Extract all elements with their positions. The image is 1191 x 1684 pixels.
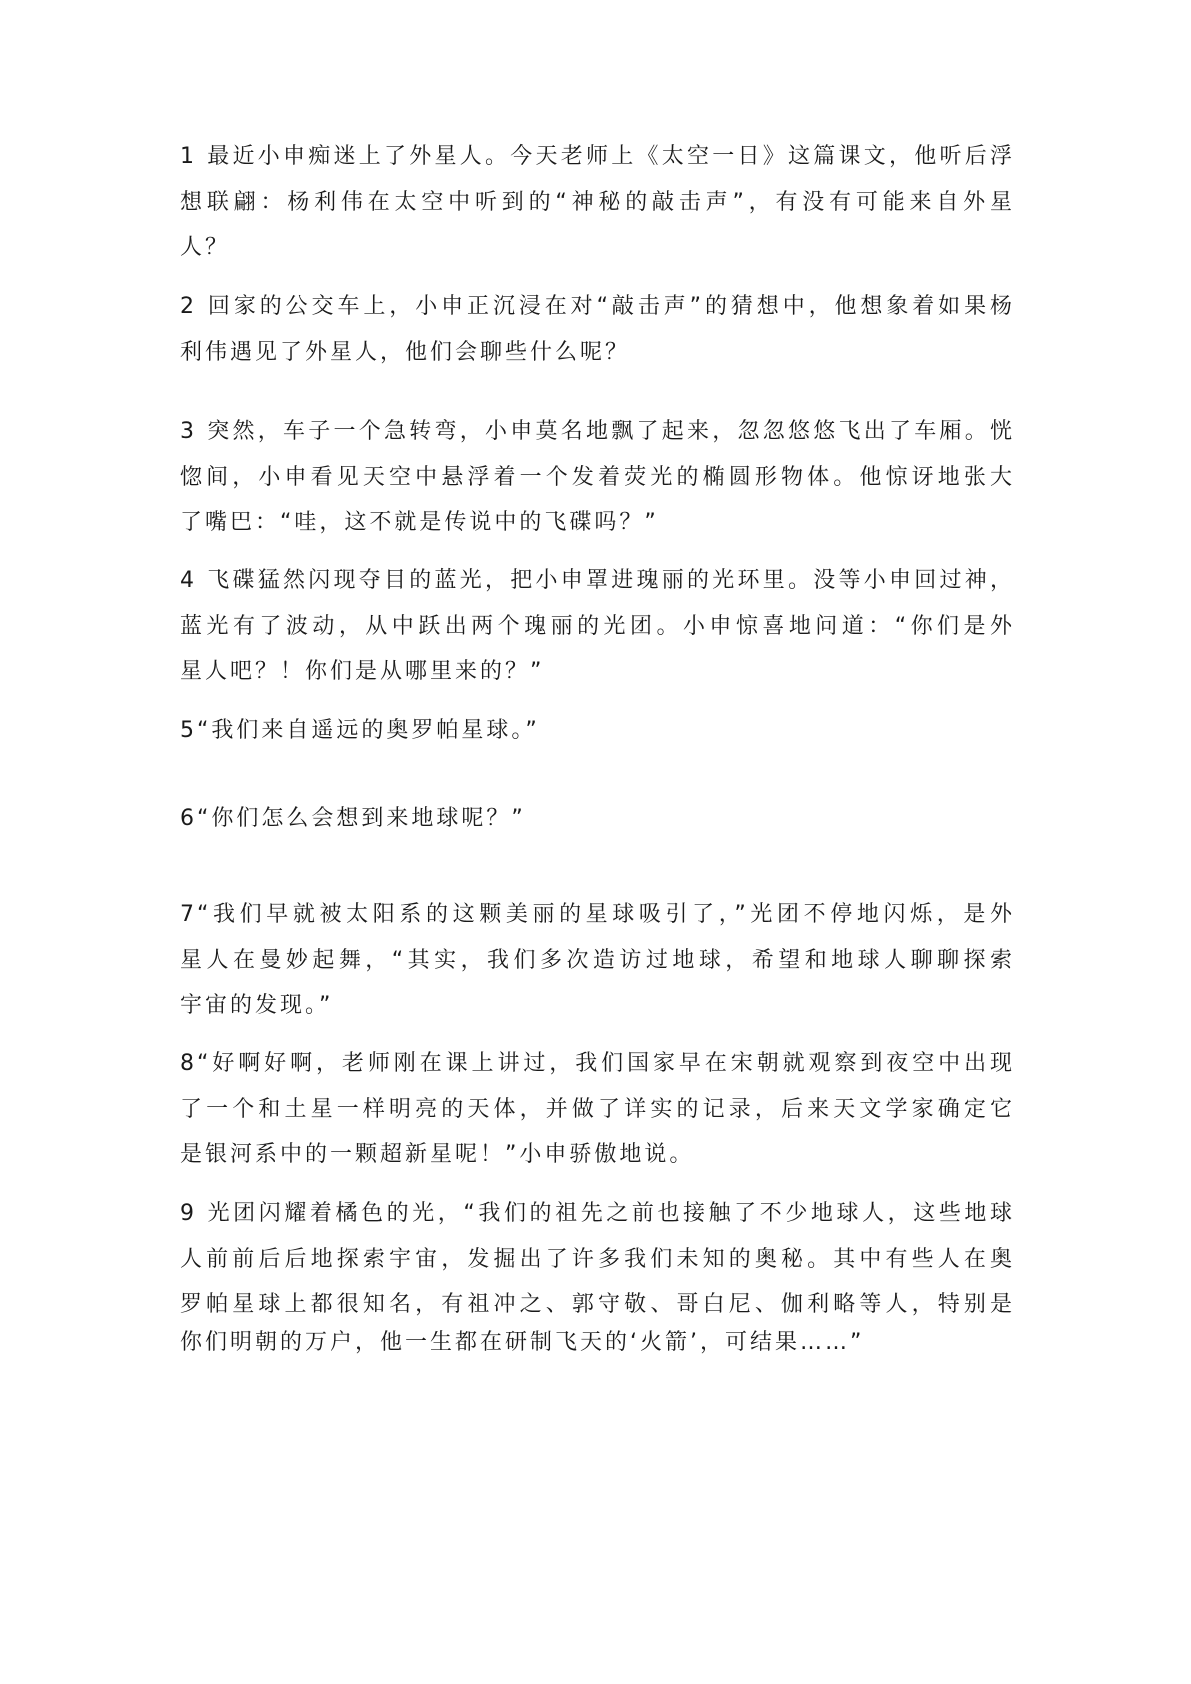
paragraph-line: 7“我们早就被太阳系的这颗美丽的星球吸引了，”光团不停地闪烁，是外 [180, 902, 1015, 927]
paragraph-line: 4 飞碟猛然闪现夺目的蓝光，把小申罩进瑰丽的光环里。没等小申回过神， [180, 568, 1015, 593]
paragraph-1 [180, 138, 1015, 267]
paragraph-2 [180, 288, 1015, 379]
paragraph-line: 5“我们来自遥远的奥罗帕星球。” [180, 718, 540, 743]
paragraph-line: 星人吧？！你们是从哪里来的？” [180, 659, 545, 684]
paragraph-9 [180, 1195, 1015, 1362]
paragraph-line: 罗帕星球上都很知名，有祖冲之、郭守敬、哥白尼、伽利略等人，特别是 [180, 1292, 1015, 1317]
paragraph-6 [180, 800, 1015, 838]
paragraph-line: 是银河系中的一颗超新星呢！”小申骄傲地说。 [180, 1142, 695, 1167]
paragraph-7 [180, 896, 1015, 1025]
paragraph-line: 宇宙的发现。” [180, 993, 334, 1018]
paragraph-line: 2 回家的公交车上，小申正沉浸在对“敲击声”的猜想中，他想象着如果杨 [180, 294, 1015, 319]
paragraph-4 [180, 562, 1015, 691]
paragraph-line: 想联翩：杨利伟在太空中听到的“神秘的敲击声”，有没有可能来自外星 [180, 190, 1015, 215]
paragraph-line: 人？ [180, 235, 231, 260]
paragraph-line: 你们明朝的万户，他一生都在研制飞天的‘火箭’，可结果……” [180, 1330, 865, 1355]
paragraph-line: 9 光团闪耀着橘色的光，“我们的祖先之前也接触了不少地球人，这些地球 [180, 1201, 1015, 1226]
paragraph-line: 星人在曼妙起舞，“其实，我们多次造访过地球，希望和地球人聊聊探索 [180, 948, 1015, 973]
paragraph-8 [180, 1045, 1015, 1174]
paragraph-line: 6“你们怎么会想到来地球呢？” [180, 806, 526, 831]
paragraph-line: 蓝光有了波动，从中跃出两个瑰丽的光团。小申惊喜地问道：“你们是外 [180, 614, 1015, 639]
paragraph-3 [180, 413, 1015, 542]
paragraph-line: 利伟遇见了外星人，他们会聊些什么呢？ [180, 340, 631, 365]
paragraph-line: 8“好啊好啊，老师刚在课上讲过，我们国家早在宋朝就观察到夜空中出现 [180, 1051, 1015, 1076]
paragraph-line: 了嘴巴：“哇，这不就是传说中的飞碟吗？” [180, 510, 659, 535]
paragraph-line: 了一个和土星一样明亮的天体，并做了详实的记录，后来天文学家确定它 [180, 1097, 1015, 1122]
paragraph-line: 3 突然，车子一个急转弯，小申莫名地飘了起来，忽忽悠悠飞出了车厢。恍 [180, 419, 1015, 444]
paragraph-5 [180, 712, 1015, 750]
paragraph-line: 惚间，小申看见天空中悬浮着一个发着荧光的椭圆形物体。他惊讶地张大 [180, 465, 1015, 490]
paragraph-line: 1 最近小申痴迷上了外星人。今天老师上《太空一日》这篇课文，他听后浮 [180, 144, 1015, 169]
paragraph-line: 人前前后后地探索宇宙，发掘出了许多我们未知的奥秘。其中有些人在奥 [180, 1247, 1015, 1272]
